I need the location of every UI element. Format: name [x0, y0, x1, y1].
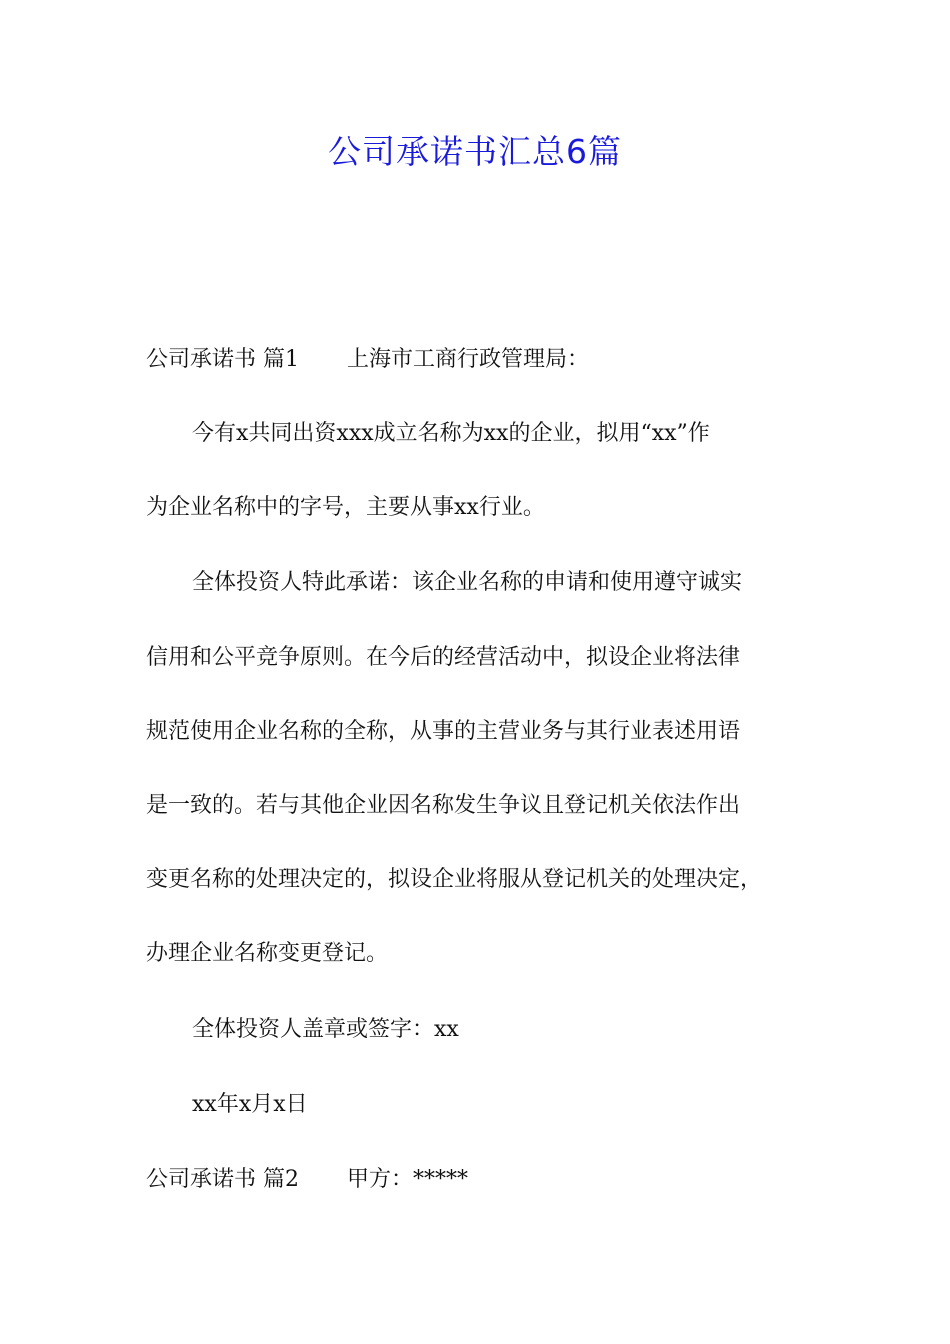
paragraph-line: 为企业名称中的字号，主要从事xx行业。: [146, 495, 545, 520]
signature-line: 全体投资人盖章或签字：xx: [192, 1017, 459, 1042]
section2-party: 甲方：*****: [347, 1167, 469, 1192]
date-line: xx年x月x日: [192, 1092, 308, 1117]
paragraph-line: 是一致的。若与其他企业因名称发生争议且登记机关依法作出: [146, 793, 741, 818]
section1-heading: 公司承诺书 篇1: [146, 347, 299, 372]
paragraph-line: 变更名称的处理决定的，拟设企业将服从登记机关的处理决定，: [146, 867, 763, 892]
document-title: 公司承诺书汇总6篇: [328, 132, 622, 171]
section2-heading-line: [146, 1162, 836, 1198]
section1-heading-line: [146, 342, 836, 378]
paragraph-line: 规范使用企业名称的全称，从事的主营业务与其行业表述用语: [146, 719, 741, 744]
paragraph-line: 办理企业名称变更登记。: [146, 941, 389, 966]
section1-addressee: 上海市工商行政管理局：: [347, 347, 590, 372]
paragraph-line: 信用和公平竞争原则。在今后的经营活动中，拟设企业将法律: [146, 645, 741, 670]
paragraph-line: 今有x共同出资xxx成立名称为xx的企业，拟用“xx”作: [192, 421, 710, 446]
paragraph-line: 全体投资人特此承诺：该企业名称的申请和使用遵守诚实: [192, 570, 743, 595]
section2-heading: 公司承诺书 篇2: [146, 1167, 299, 1192]
